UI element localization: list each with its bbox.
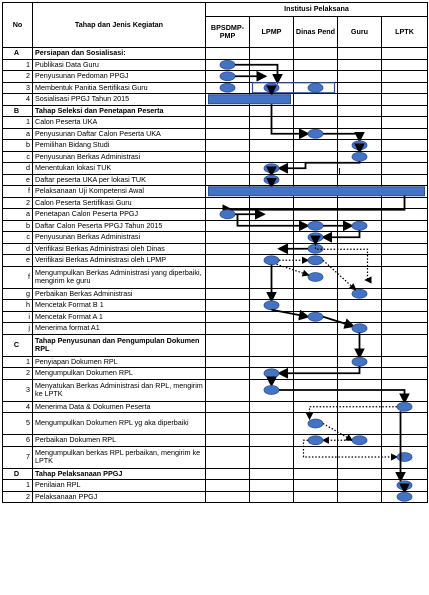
header-activity: Tahap dan Jenis Kegiatan [33,3,206,48]
table-row [3,368,428,380]
institution-cell [250,288,294,300]
table-row [3,401,428,413]
table-row [3,220,428,232]
row-number: 1 [3,356,33,368]
row-activity: Penyiapan Dokumen RPL [33,356,206,368]
institution-cell [294,300,338,312]
table-row [3,266,428,288]
institution-cell [338,71,382,83]
table-row [3,300,428,312]
institution-cell [206,82,250,94]
table-row [3,311,428,323]
institution-cell [382,220,428,232]
institution-cell [294,48,338,60]
row-number: 2 [3,197,33,209]
institution-cell [206,356,250,368]
institution-cell [382,288,428,300]
institution-cell [250,255,294,267]
institution-cell [338,468,382,480]
table-row [3,255,428,267]
institution-cell [338,413,382,435]
institution-cell [206,128,250,140]
institution-cell [250,446,294,468]
row-number: C [3,334,33,356]
table-row [3,491,428,503]
institution-cell [382,174,428,186]
row-activity: Persiapan dan Sosialisasi: [33,48,206,60]
row-number: f [3,266,33,288]
institution-cell [206,480,250,492]
institution-cell [338,209,382,221]
text-cursor-icon: I [338,167,341,178]
row-activity: Menerima format A1 [33,323,206,335]
institution-cell [206,48,250,60]
row-activity: Mengumpulkan Dokumen RPL [33,368,206,380]
row-number: D [3,468,33,480]
row-activity: Sosialisasi PPGJ Tahun 2015 [33,94,206,106]
institution-cell [206,105,250,117]
institution-cell [294,491,338,503]
institution-cell [338,232,382,244]
row-number: 4 [3,401,33,413]
institution-cell [382,71,428,83]
row-activity: Calon Peserta UKA [33,117,206,129]
institution-cell [382,151,428,163]
institution-cell [206,243,250,255]
header-col-lptk: LPTK [382,17,428,48]
table-row [3,59,428,71]
row-number: d [3,163,33,175]
institution-cell [250,151,294,163]
institution-cell [338,300,382,312]
institution-cell [250,174,294,186]
row-number: i [3,311,33,323]
institution-cell [382,209,428,221]
row-activity: Mencetak Format A 1 [33,311,206,323]
institution-cell [294,174,338,186]
table-row [3,288,428,300]
institution-cell [382,446,428,468]
row-activity: Penyusunan Daftar Calon Peserta UKA [33,128,206,140]
row-number: d [3,243,33,255]
institution-cell [294,59,338,71]
institution-cell [250,368,294,380]
table-row [3,323,428,335]
header-institution: Institusi Pelaksana [206,3,428,17]
institution-cell [382,140,428,152]
institution-cell [294,356,338,368]
institution-cell [382,334,428,356]
row-number: 6 [3,435,33,447]
row-activity: Daftar peserta UKA per lokasi TUK [33,174,206,186]
institution-cell [338,368,382,380]
row-activity: Calon Peserta Sertifikasi Guru [33,197,206,209]
table-row [3,413,428,435]
institution-cell [206,368,250,380]
institution-cell [206,379,250,401]
row-number: 1 [3,480,33,492]
table-row [3,197,428,209]
institution-cell [206,255,250,267]
table-row [3,186,428,198]
institution-cell [250,379,294,401]
institution-cell [338,94,382,106]
row-number: b [3,220,33,232]
row-number: 2 [3,71,33,83]
institution-cell [250,468,294,480]
institution-cell [206,197,250,209]
institution-cell [206,401,250,413]
table-row [3,446,428,468]
institution-cell [206,468,250,480]
institution-cell [382,323,428,335]
institution-cell [338,105,382,117]
institution-cell [206,446,250,468]
institution-cell [250,140,294,152]
table-row [3,163,428,175]
institution-cell [338,323,382,335]
row-activity: Verifikasi Berkas Administrasi oleh LPMP [33,255,206,267]
institution-cell [382,197,428,209]
table-row [3,117,428,129]
institution-cell [338,435,382,447]
row-activity: Pelaksanaan Uji Kompetensi Awal [33,186,206,198]
table-row [3,379,428,401]
institution-cell [338,379,382,401]
row-number: 3 [3,379,33,401]
institution-cell [382,266,428,288]
institution-cell [250,48,294,60]
table-row [3,128,428,140]
institution-cell [382,379,428,401]
row-number: a [3,209,33,221]
row-activity: Pemilihan Bidang Studi [33,140,206,152]
row-number: 5 [3,413,33,435]
institution-cell [294,105,338,117]
row-activity: Mengumpulkan Dokumen RPL yg aka diperbaiki [33,413,206,435]
institution-cell [338,117,382,129]
table-row [3,232,428,244]
row-activity: Penilaian RPL [33,480,206,492]
institution-cell [250,82,294,94]
institution-cell [338,243,382,255]
institution-cell [294,82,338,94]
institution-cell [294,401,338,413]
institution-cell [382,117,428,129]
institution-cell [206,220,250,232]
institution-cell [338,446,382,468]
table-row [3,105,428,117]
institution-cell [294,334,338,356]
table-row [3,48,428,60]
institution-cell [250,334,294,356]
institution-cell [250,413,294,435]
institution-cell [250,105,294,117]
row-number: 4 [3,94,33,106]
institution-cell [250,311,294,323]
institution-cell [206,163,250,175]
row-activity: Mencetak Format B 1 [33,300,206,312]
institution-cell [294,435,338,447]
row-number: j [3,323,33,335]
institution-cell [294,311,338,323]
institution-cell [250,59,294,71]
row-number: g [3,288,33,300]
institution-cell [206,491,250,503]
table-row [3,243,428,255]
row-number: e [3,255,33,267]
institution-cell [338,266,382,288]
row-number: 1 [3,59,33,71]
institution-cell [250,232,294,244]
table-row [3,94,428,106]
table-row [3,82,428,94]
institution-cell [206,59,250,71]
row-number: f [3,186,33,198]
institution-cell [338,174,382,186]
institution-cell [382,163,428,175]
institution-cell [206,300,250,312]
institution-cell [294,243,338,255]
institution-cell [294,323,338,335]
institution-cell [382,128,428,140]
institution-cell [294,266,338,288]
institution-cell [338,82,382,94]
institution-cell [338,59,382,71]
institution-cell [294,379,338,401]
header-col-guru: Guru [338,17,382,48]
institution-cell [382,243,428,255]
institution-cell [294,480,338,492]
institution-cell [206,117,250,129]
institution-cell [250,300,294,312]
institution-cell [294,209,338,221]
institution-cell [382,82,428,94]
row-activity: Membentuk Panitia Sertifikasi Guru [33,82,206,94]
institution-cell [250,197,294,209]
institution-cell [382,94,428,106]
institution-cell [250,243,294,255]
institution-cell [294,140,338,152]
institution-cell [206,435,250,447]
institution-cell [382,480,428,492]
institution-cell [294,128,338,140]
institution-cell [206,186,250,198]
row-activity: Penyusunan Berkas Administrasi [33,232,206,244]
row-activity: Menerima Data & Dokumen Peserta [33,401,206,413]
institution-cell [338,356,382,368]
row-activity: Daftar Calon Peserta PPGJ Tahun 2015 [33,220,206,232]
row-number: h [3,300,33,312]
row-activity: Mengumpulkan berkas RPL perbaikan, mengirim ke LPTK [33,446,206,468]
institution-cell [250,480,294,492]
institution-cell [294,368,338,380]
institution-cell [250,163,294,175]
institution-cell [382,435,428,447]
row-activity: Tahap Pelaksanaan PPGJ [33,468,206,480]
table-row [3,356,428,368]
row-number: a [3,128,33,140]
institution-cell [250,94,294,106]
institution-cell [206,151,250,163]
institution-cell [294,255,338,267]
header-no: No [3,3,33,48]
institution-cell [294,413,338,435]
institution-cell [382,255,428,267]
row-number: 3 [3,82,33,94]
institution-cell [250,323,294,335]
table-row [3,151,428,163]
institution-cell [338,288,382,300]
table-row [3,140,428,152]
row-activity: Perbaikan Dokumen RPL [33,435,206,447]
table-row [3,174,428,186]
row-number: c [3,151,33,163]
institution-cell [338,163,382,175]
header-col-lpmp: LPMP [250,17,294,48]
institution-cell [338,140,382,152]
institution-cell [250,209,294,221]
institution-cell [294,288,338,300]
institution-cell [206,334,250,356]
institution-cell [294,186,338,198]
row-number: 7 [3,446,33,468]
institution-cell [338,311,382,323]
table-row [3,480,428,492]
institution-cell [294,71,338,83]
institution-cell [250,491,294,503]
table-row [3,209,428,221]
header-col-dinas: Dinas Pend [294,17,338,48]
institution-cell [294,117,338,129]
institution-cell [338,197,382,209]
institution-cell [250,401,294,413]
row-number: A [3,48,33,60]
institution-cell [338,401,382,413]
institution-cell [338,480,382,492]
row-activity: Verifikasi Berkas Administrasi oleh Dinas [33,243,206,255]
institution-cell [294,163,338,175]
institution-cell [382,491,428,503]
institution-cell [338,220,382,232]
row-activity: Publikasi Data Guru [33,59,206,71]
institution-cell [382,105,428,117]
institution-cell [338,491,382,503]
institution-cell [250,128,294,140]
institution-cell [382,48,428,60]
row-number: 2 [3,368,33,380]
institution-cell [250,435,294,447]
institution-cell [338,255,382,267]
header-col-bpsdmp: BPSDMP-PMP [206,17,250,48]
institution-cell [250,186,294,198]
table-row [3,468,428,480]
institution-cell [294,197,338,209]
institution-cell [250,71,294,83]
institution-cell [206,140,250,152]
row-activity: Menentukan lokasi TUK [33,163,206,175]
institution-cell [206,174,250,186]
row-number: B [3,105,33,117]
row-activity: Tahap Penyusunan dan Pengumpulan Dokumen RPL [33,334,206,356]
institution-cell [250,356,294,368]
institution-cell [294,446,338,468]
row-number: 2 [3,491,33,503]
institution-cell [206,323,250,335]
institution-cell [382,59,428,71]
institution-cell [382,468,428,480]
row-number: e [3,174,33,186]
institution-cell [382,186,428,198]
institution-cell [294,151,338,163]
institution-cell [382,300,428,312]
row-activity: Tahap Seleksi dan Penetapan Peserta [33,105,206,117]
institution-cell [250,117,294,129]
institution-cell [338,151,382,163]
row-activity: Penetapan Calon Peserta PPGJ [33,209,206,221]
institution-cell [338,334,382,356]
row-activity: Menyatukan Berkas Administrasi dan RPL, mengirim ke LPTK [33,379,206,401]
institution-cell [294,468,338,480]
row-activity: Penyusunan Pedoman PPGJ [33,71,206,83]
institution-cell [206,413,250,435]
row-activity: Mengumpulkan Berkas Administrasi yang diperbaiki, mengirim ke guru [33,266,206,288]
institution-cell [206,94,250,106]
institution-cell [206,288,250,300]
flowchart-table [2,2,428,503]
row-activity: Pelaksanaan PPGJ [33,491,206,503]
institution-cell [206,209,250,221]
institution-cell [206,232,250,244]
institution-cell [382,311,428,323]
table-row [3,435,428,447]
institution-cell [206,266,250,288]
institution-cell [382,401,428,413]
institution-cell [250,266,294,288]
institution-cell [206,311,250,323]
institution-cell [206,71,250,83]
institution-cell [338,128,382,140]
table-row [3,71,428,83]
institution-cell [382,368,428,380]
institution-cell [294,232,338,244]
institution-cell [382,413,428,435]
institution-cell [294,220,338,232]
row-activity: Penyusunan Berkas Administrasi [33,151,206,163]
institution-cell [382,356,428,368]
institution-cell [338,48,382,60]
institution-cell [382,232,428,244]
row-number: 1 [3,117,33,129]
row-number: c [3,232,33,244]
institution-cell [294,94,338,106]
flowchart-body [3,48,428,503]
institution-cell [250,220,294,232]
institution-cell [338,186,382,198]
row-activity: Perbaikan Berkas Administrasi [33,288,206,300]
row-number: b [3,140,33,152]
table-row [3,334,428,356]
